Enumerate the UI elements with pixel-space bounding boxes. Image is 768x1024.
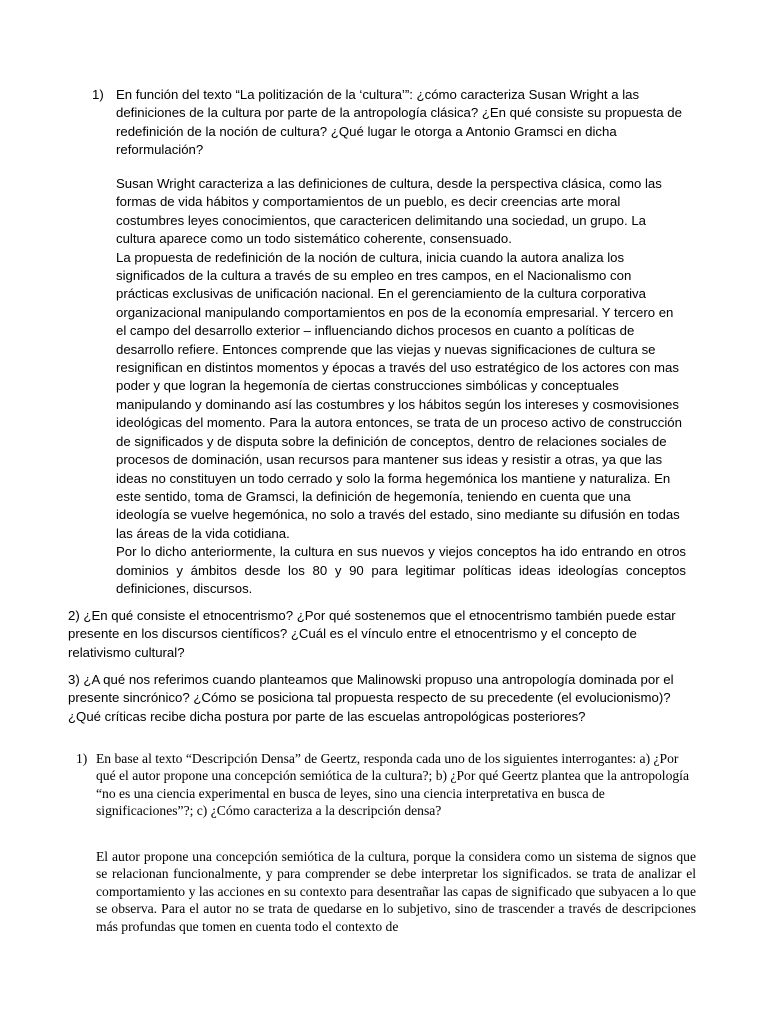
question-geertz-text: En base al texto “Descripción Densa” de Geertz, responda cada uno de los siguientes interrogantes: a) ¿Por qué el autor propone una concepción semiótica de la cultura?; b) ¿Por qué Geertz plantea que la antropología “no es una ciencia experimental en busca de leyes, sino una ciencia interpretativa en busca de significaciones”?; c) ¿Cómo caracteriza a la descripción densa? xyxy=(96,751,689,819)
question-3-text: 3) ¿A qué nos referimos cuando planteamos que Malinowski propuso una antropología dominada por el presente sincrónico? ¿Cómo se posiciona tal propuesta respecto de su precedente (el evolucionismo)? ¿Qué críticas recibe dicha postura por parte de las escuelas antropológicas posteriores? xyxy=(68,672,674,724)
question-2-text: 2) ¿En qué consiste el etnocentrismo? ¿Por qué sostenemos que el etnocentrismo también puede estar presente en los discursos científicos? ¿Cuál es el vínculo entre el etnocentrismo y el concepto de relativismo cultural? xyxy=(68,608,676,660)
question-1-text: En función del texto “La politización de la ‘cultura’”: ¿cómo caracteriza Susan Wright a las definiciones de la cultura por parte de la antropología clásica? ¿En qué consiste su propuesta de redefinición de la noción de cultura? ¿Qué lugar le otorga a Antonio Gramsci en dicha reformulación? xyxy=(116,87,682,158)
answer-1-paragraph-1: Susan Wright caracteriza a las definiciones de cultura, desde la perspectiva clásica, como las formas de vida hábitos y comportamientos de un pueblo, es decir creencias arte moral costumbres leyes conocimientos, que caractericen delimitando una sociedad, un grupo. La cultura aparece como un todo sistemático coherente, consensuado. xyxy=(116,176,662,247)
answer-1-paragraph-2: La propuesta de redefinición de la noción de cultura, inicia cuando la autora analiza los significados de la cultura a través de su empleo en tres campos, en el Nacionalismo con prácticas exclusivas de unificación nacional. En el gerenciamiento de la cultura corporativa organizacional manipulando comportamientos en pos de la economía empresarial. Y tercero en el campo del desarrollo exterior – influenciando dichos procesos en cuanto a políticas de desarrollo refiere. Entonces comprende que las viejas y nuevas significaciones de cultura se resignifican en distintos momentos y épocas a través del uso estratégico de los actores con mas poder y que logran la hegemonía de ciertas construcciones simbólicas y conceptuales manipulando y dominando así las costumbres y los hábitos según los intereses y cosmovisiones ideológicas del momento. Para la autora entonces, se trata de un proceso activo de construcción de significados y de disputa sobre la definición de conceptos, dentro de relaciones sociales de procesos de dominación, usan recursos para mantener sus ideas y resistir a otras, ya que las ideas no constituyen un todo cerrado y solo la forma hegemónica los mantiene y naturaliza. En este sentido, toma de Gramsci, la definición de hegemonía, teniendo en cuenta que una ideología se vuelve hegemónica, no solo a través del estado, sino mediante su difusión en todas las áreas de la vida cotidiana. xyxy=(116,249,682,541)
question-geertz xyxy=(76,750,696,820)
answer-geertz xyxy=(96,848,696,935)
answer-1 xyxy=(116,175,686,598)
question-1-number: 1) xyxy=(92,87,104,102)
question-geertz-number: 1) xyxy=(76,751,88,766)
question-2 xyxy=(68,607,703,662)
answer-geertz-paragraph-1: El autor propone una concepción semiótica de la cultura, porque la considera como un sistema de signos que se relacionan funcionalmente, y para comprender se debe interpretar los significados. se trata de analizar el comportamiento y las acciones en su contexto para desentrañar las capas de significado que subyacen a lo que se observa. Para el autor no se trata de quedarse en lo subjetivo, sino de trascender a través de descripciones más profundas que tomen en cuenta todo el contexto de xyxy=(96,849,696,934)
answer-1-paragraph-3: Por lo dicho anteriormente, la cultura en sus nuevos y viejos conceptos ha ido entrando en otros dominios y ámbitos desde los 80 y 90 para legitimar políticas ideas ideologías conceptos definiciones, discursos. xyxy=(116,544,686,596)
question-1 xyxy=(92,86,692,160)
question-3 xyxy=(68,671,703,726)
